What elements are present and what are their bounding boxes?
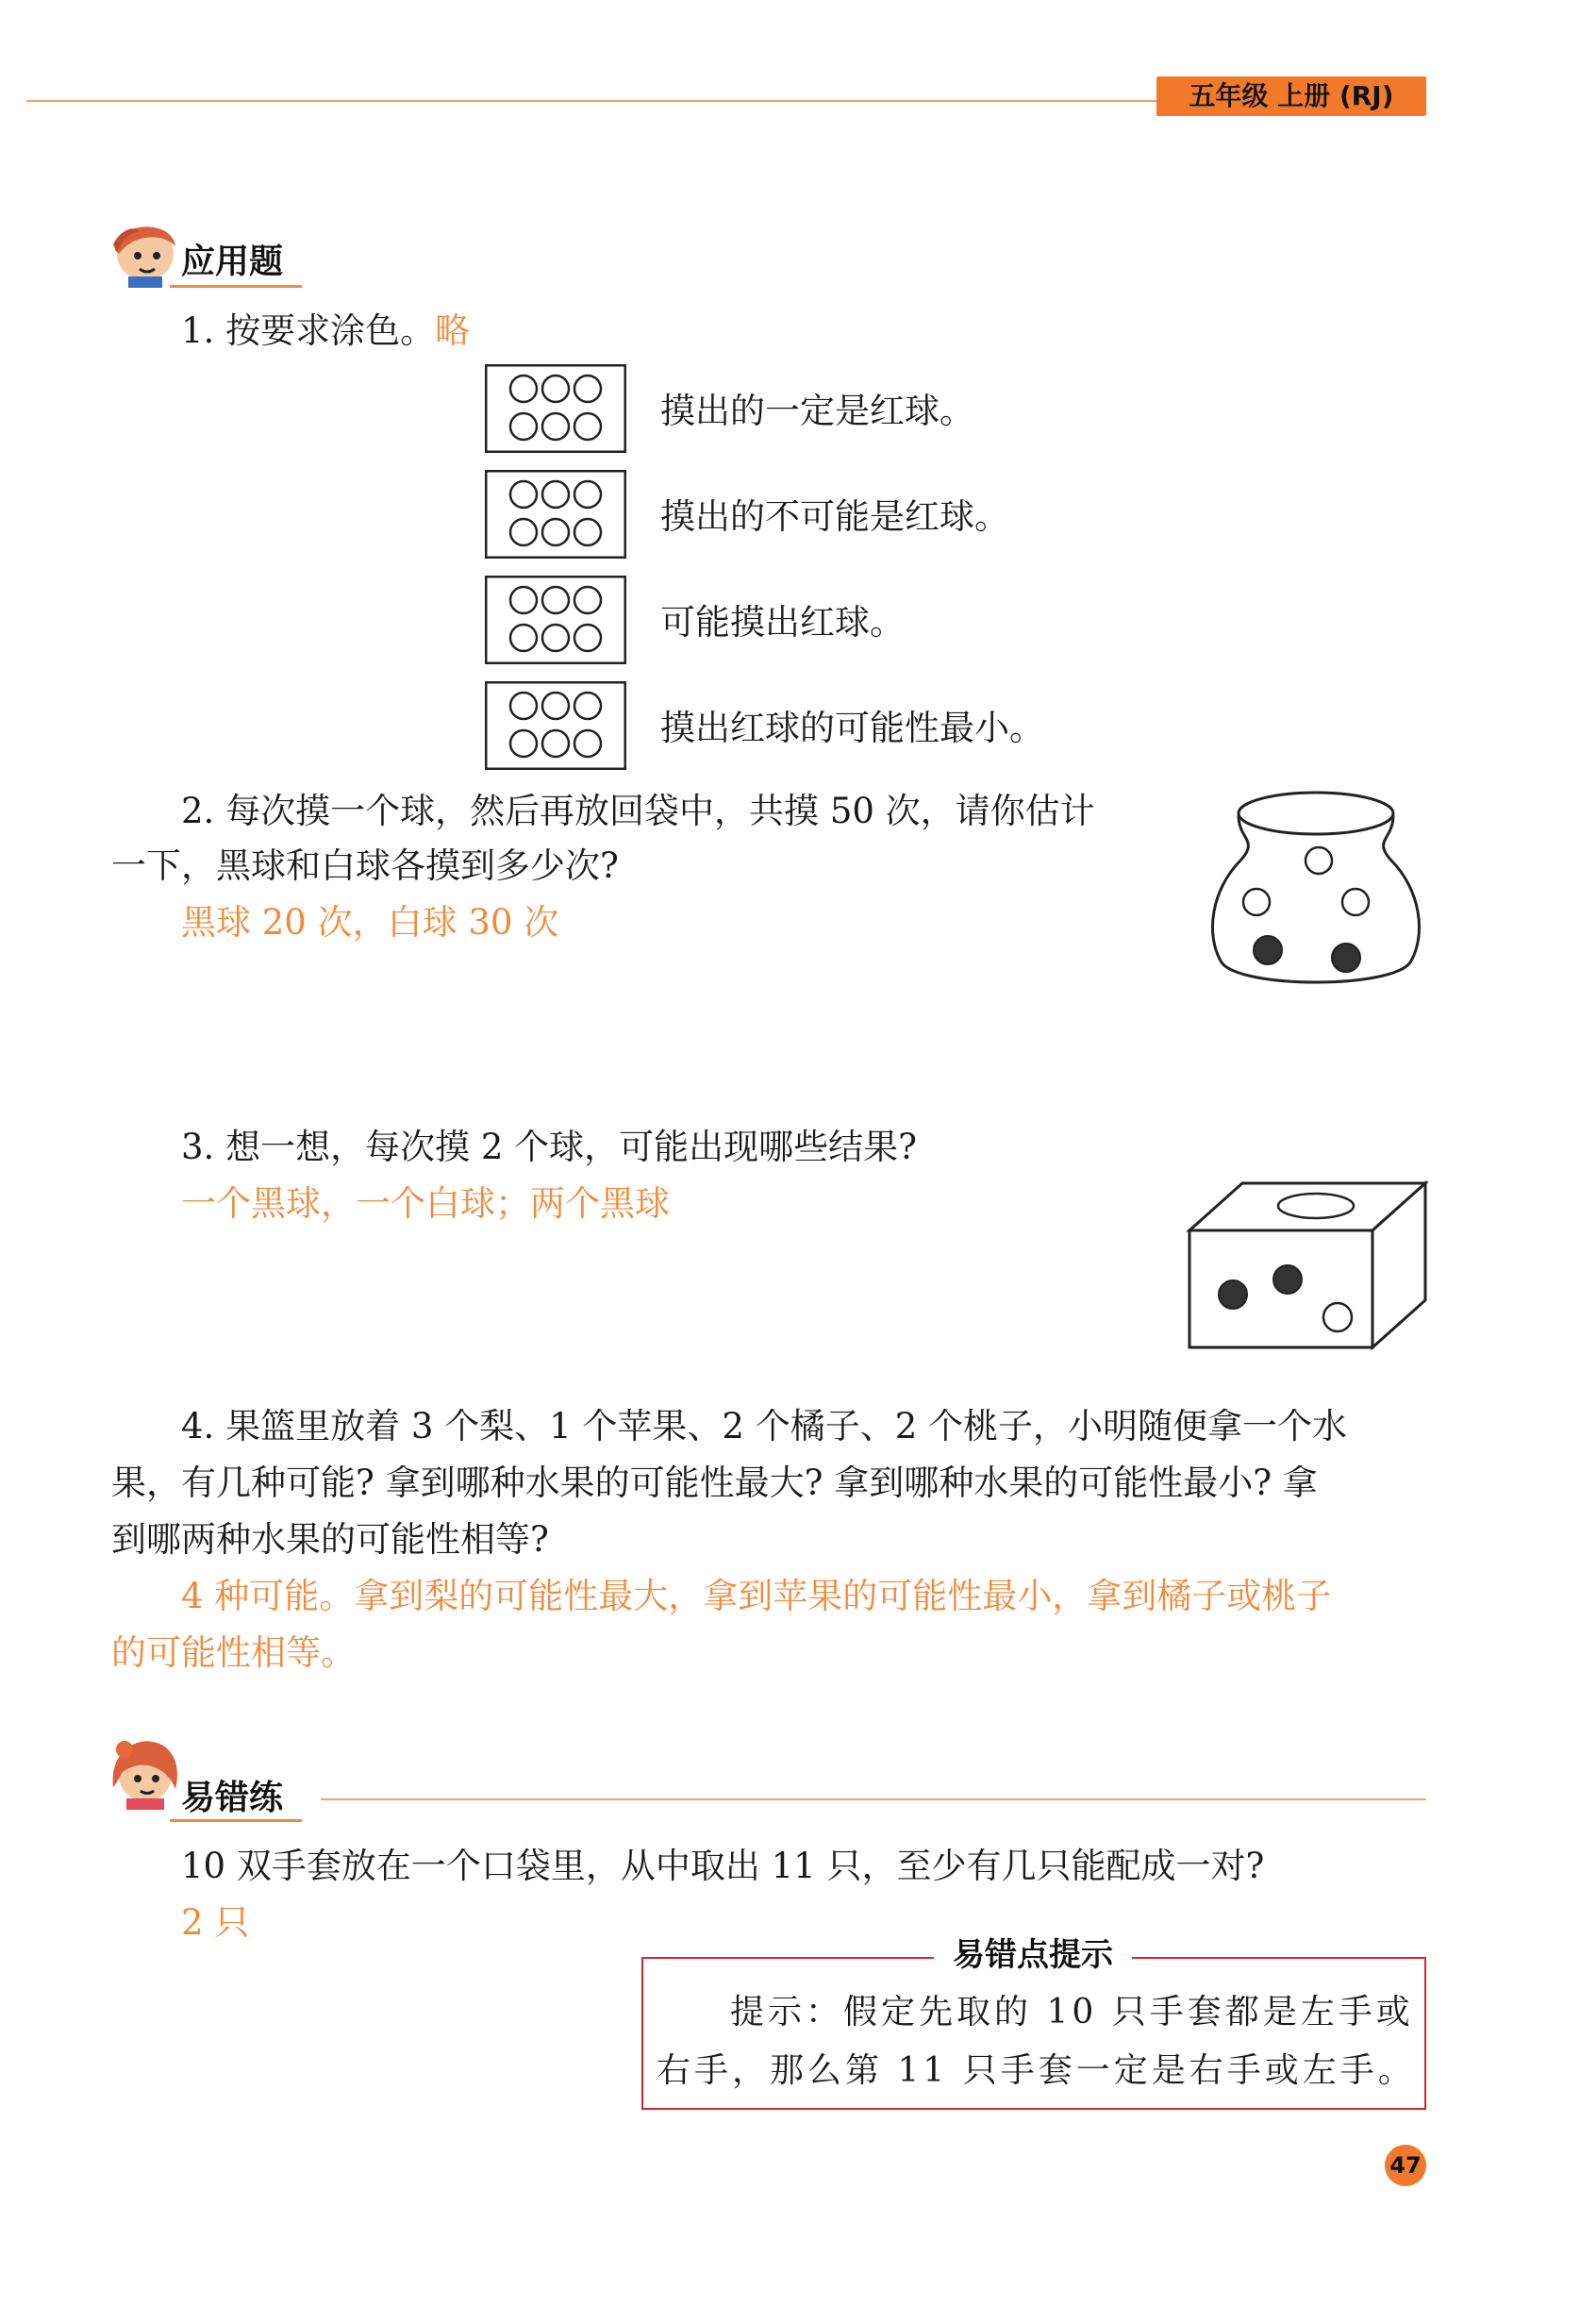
q4-line-2: 果，有几种可能? 拿到哪种水果的可能性最大? 拿到哪种水果的可能性最小? 拿 [111,1463,1318,1503]
q1-row-3-label: 可能摸出红球。 [660,602,905,643]
section-rule [321,1798,1426,1800]
q1-row-1-label: 摸出的一定是红球。 [660,391,974,431]
jar-with-balls-icon [1203,783,1429,995]
tip-title: 易错点提示 [934,1931,1132,1980]
q1-ball-box-1 [485,364,626,457]
q1-ball-box-2 [485,470,626,562]
error-question: 10 双手套放在一个口袋里，从中取出 11 只，至少有几只能配成一对? [181,1846,1265,1886]
q1-ball-box-4 [485,681,626,774]
q1-prompt-text: 1. 按要求涂色。 [181,310,436,351]
q4-answer-1: 4 种可能。拿到梨的可能性最大，拿到苹果的可能性最小，拿到橘子或桃子 [181,1576,1332,1616]
q4-line-1: 4. 果篮里放着 3 个梨、1 个苹果、2 个橘子、2 个桃子，小明随便拿一个水 [181,1406,1348,1446]
q2-line-1: 2. 每次摸一个球，然后再放回袋中，共摸 50 次，请你估计 [181,791,1095,831]
ball-box-icon [485,470,626,559]
ball-box-icon [485,576,626,664]
box-with-balls-icon [1184,1178,1431,1351]
q1-row-2-label: 摸出的不可能是红球。 [660,496,1009,537]
page-number: 47 [1385,2145,1426,2186]
q4-line-3: 到哪两种水果的可能性相等? [111,1519,549,1560]
section-title-application: 应用题 [181,242,284,281]
header-rule [26,100,1158,102]
section-underline [170,285,302,288]
q2-answer: 黑球 20 次，白球 30 次 [181,902,559,943]
cartoon-boy-icon [106,212,181,288]
q4-answer-2: 的可能性相等。 [111,1632,356,1673]
section-title-error-practice: 易错练 [181,1779,284,1817]
q2-line-2: 一下，黑球和白球各摸到多少次? [111,845,619,886]
q1-row-4-label: 摸出红球的可能性最小。 [660,708,1044,748]
q3-line-1: 3. 想一想，每次摸 2 个球，可能出现哪些结果? [181,1127,917,1167]
ball-box-icon [485,681,626,770]
section-underline [170,1819,302,1822]
error-answer: 2 只 [181,1902,250,1943]
tip-line-2: 右手，那么第 11 只手套一定是右手或左手。 [657,2051,1416,2090]
grade-badge: 五年级 上册 (RJ) [1156,76,1426,116]
q1-ball-box-3 [485,576,626,668]
ball-box-icon [485,364,626,453]
q1-prompt [181,303,470,359]
cartoon-girl-icon [106,1734,181,1810]
q1-answer: 略 [435,310,471,351]
q3-answer: 一个黑球，一个白球；两个黑球 [181,1183,670,1224]
tip-line-1: 提示：假定先取的 10 只手套都是左手或 [730,1993,1414,2031]
